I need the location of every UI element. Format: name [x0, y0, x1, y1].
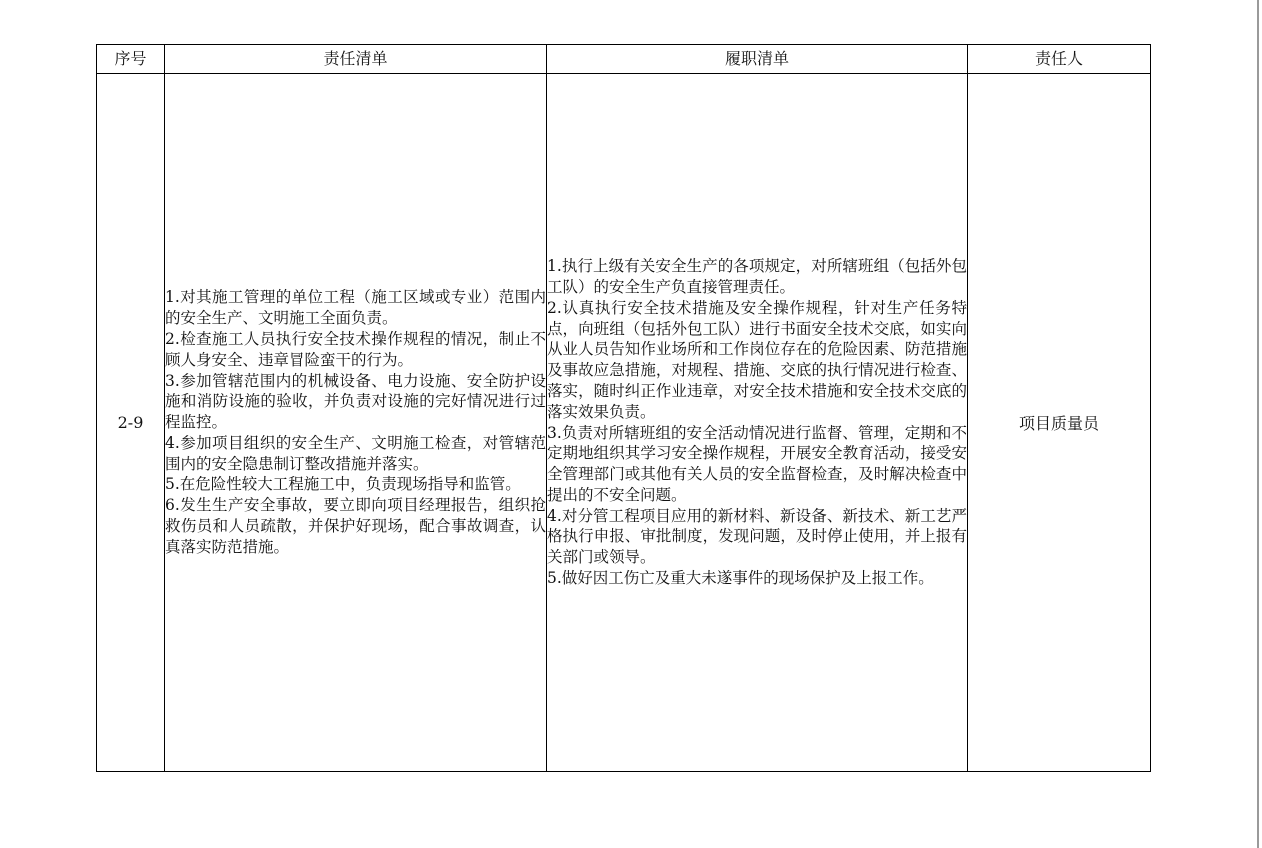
performance-item: 4.对分管工程项目应用的新材料、新设备、新技术、新工艺严格执行申报、审批制度，发现问题，及时停止使用，并上报有关部门或领导。: [547, 506, 967, 567]
page-edge-divider: [1257, 0, 1259, 848]
cell-responsibility: [165, 74, 547, 772]
performance-item: 3.负责对所辖班组的安全活动情况进行监督、管理，定期和不定期地组织其学习安全操作规程，开展安全教育活动，接受安全管理部门或其他有关人员的安全监督检查，及时解决检查中提出的不安全问题。: [547, 423, 967, 504]
responsibility-item: 5.在危险性较大工程施工中，负责现场指导和监管。: [165, 475, 521, 494]
header-row: [97, 45, 1151, 74]
cell-seq: 2-9: [97, 74, 165, 772]
responsibility-item: 3.参加管辖范围内的机械设备、电力设施、安全防护设施和消防设施的验收，并负责对设施的完好情况进行过程监控。: [165, 371, 546, 432]
header-responsibility: 责任清单: [165, 45, 547, 74]
duty-table: [96, 44, 1151, 772]
responsibility-item: 4.参加项目组织的安全生产、文明施工检查，对管辖范围内的安全隐患制订整改措施并落实。: [165, 433, 546, 473]
performance-item: 2.认真执行安全技术措施及安全操作规程，针对生产任务特点，向班组（包括外包工队）进行书面安全技术交底，如实向从业人员告知作业场所和工作岗位存在的危险因素、防范措施及事故应急措施，对规程、措施、交底的执行情况进行检查、落实，随时纠正作业违章，对安全技术措施和安全技术交底的落实效果负责。: [547, 298, 967, 421]
performance-item: 1.执行上级有关安全生产的各项规定，对所辖班组（包括外包工队）的安全生产负直接管理责任。: [547, 257, 967, 296]
table-row: [97, 74, 1151, 772]
performance-item: 5.做好因工伤亡及重大未遂事件的现场保护及上报工作。: [547, 569, 934, 588]
cell-person: 项目质量员: [968, 74, 1151, 772]
cell-performance: [547, 74, 968, 772]
header-seq: 序号: [97, 45, 165, 74]
header-person: 责任人: [968, 45, 1151, 74]
header-performance: 履职清单: [547, 45, 968, 74]
responsibility-item: 6.发生生产安全事故，要立即向项目经理报告，组织抢救伤员和人员疏散，并保护好现场，配合事故调查，认真落实防范措施。: [165, 496, 546, 556]
responsibility-item: 1.对其施工管理的单位工程（施工区域或专业）范围内的安全生产、文明施工全面负责。: [165, 288, 546, 328]
responsibility-item: 2.检查施工人员执行安全技术操作规程的情况，制止不顾人身安全、违章冒险蛮干的行为。: [165, 329, 546, 369]
